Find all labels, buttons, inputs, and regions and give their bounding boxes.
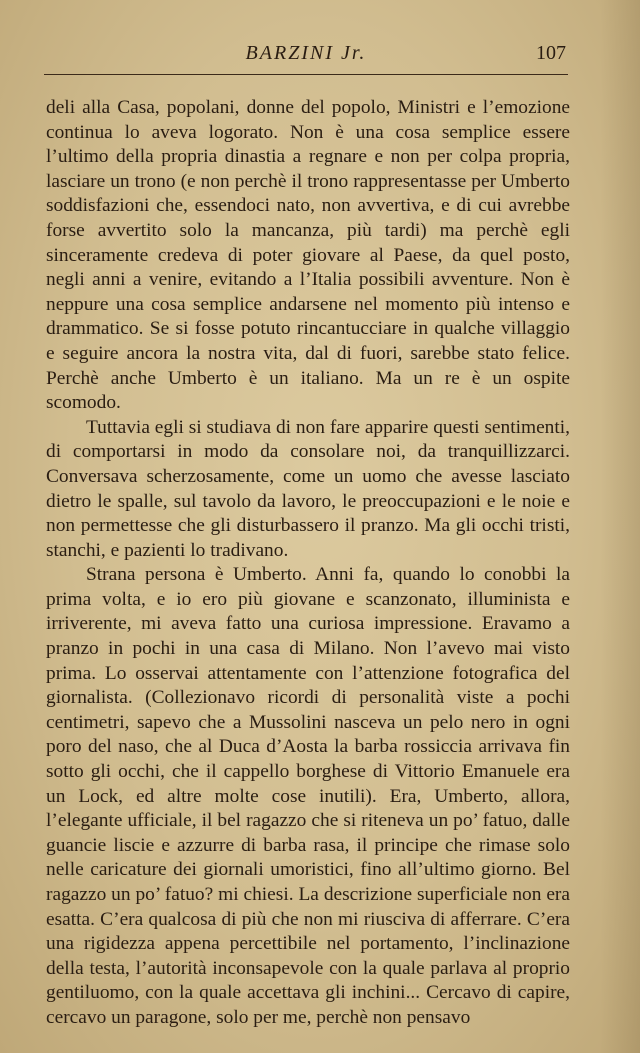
page-number: 107 bbox=[536, 42, 566, 64]
body-text bbox=[46, 96, 570, 1031]
page-edge-shadow bbox=[600, 0, 640, 1053]
paragraph-2: Tuttavia egli si studiava di non fare apparire questi sentimenti, di comportarsi in modo da consolare noi, da tranquillizzarci. Conversava scherzosamente, come un uomo che avesse lasciato dietro le spalle, sul tavolo da lavoro, le preoccupazioni e le noie e non permettesse che gli disturbassero il pranzo. Ma gli occhi tristi, stanchi, e pazienti lo tradivano. bbox=[46, 416, 570, 561]
page-header bbox=[44, 40, 568, 75]
running-head: BARZINI Jr. bbox=[245, 42, 367, 64]
paragraph-1: deli alla Casa, popolani, donne del popolo, Ministri e l’emozione continua lo aveva logorato. Non è una cosa semplice essere l’ultimo della propria dinastia a regnare e non per colpa propria, lasciare un trono (e non perchè il trono rappresentasse per Umberto soddisfazioni che, essendoci nato, non avvertiva, e di cui avrebbe forse avvertito solo la mancanza, più tardi) ma perchè egli sinceramente credeva di poter giovare al Paese, da quel posto, negli anni a venire, evitando a l’Italia possibili avventure. Non è neppure una cosa semplice andarsene nel momento più intenso e drammatico. Se si fosse potuto rincantucciare in qualche villaggio e seguire ancora la nostra vita, dal di fuori, sarebbe stato felice. Perchè anche Umberto è un italiano. Ma un re è un ospite scomodo. bbox=[46, 97, 570, 414]
paragraph-3: Strana persona è Umberto. Anni fa, quando lo conobbi la prima volta, e io ero più giovane e scanzonato, illuminista e irriverente, mi aveva fatto una curiosa impressione. Eravamo a pranzo in pochi in una casa di Milano. Non l’avevo mai visto prima. Lo osservai attentamente con l’attenzione fotografica del giornalista. (Collezionavo ricordi di personalità viste a pochi centimetri, sapevo che a Mussolini nasceva un pelo nero in ogni poro del naso, che al Duca d’Aosta la barba rossiccia arrivava fin sotto gli occhi, che il cappello borghese di Vittorio Emanuele era un Lock, ed altre molte cose inutili). Era, Umberto, allora, l’elegante ufficiale, il bel ragazzo che si riteneva un po’ fatuo, dalle guancie liscie e azzurre di barba rasa, il principe che rimase solo nelle caricature dei giornali umoristici, fino all’ultimo giorno. Bel ragazzo un po’ fatuo? mi chiesi. La descrizione superficiale non era esatta. C’era qualcosa di più che non mi riusciva di afferrare. C’era una rigidezza appena percettibile nel portamento, l’inclinazione della testa, l’autorità inconsapevole con la quale parlava al proprio gentiluomo, con la quale accettava gli inchini... Cercavo di capire, cercavo un paragone, solo per me, perchè non pensavo bbox=[46, 564, 570, 1028]
